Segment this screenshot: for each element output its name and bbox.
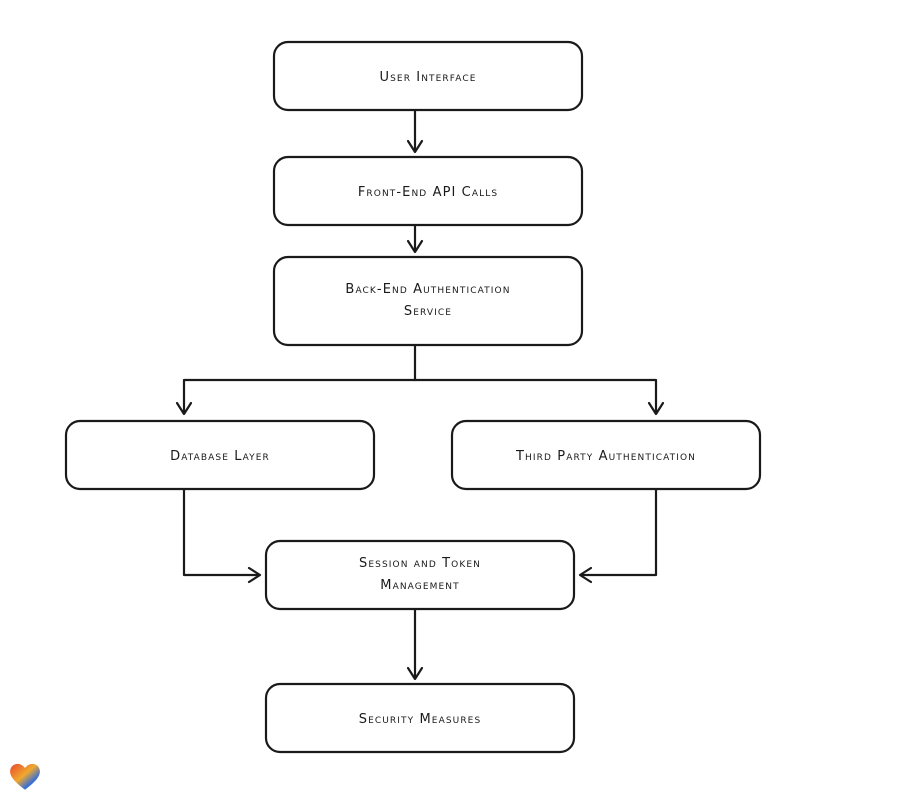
node-back-end-authentication-service[interactable] — [274, 257, 582, 345]
heart-icon — [8, 760, 42, 794]
node-session-and-token-management-box[interactable] — [266, 541, 574, 609]
edge-session-and-token-management-to-security-measures — [408, 609, 422, 679]
edge-back-end-authentication-service-to-database-layer — [177, 345, 415, 414]
node-front-end-api-calls-label: Front-End API Calls — [357, 185, 499, 200]
node-front-end-api-calls[interactable] — [274, 157, 582, 225]
node-user-interface[interactable] — [274, 42, 582, 110]
node-session-and-token-management[interactable] — [266, 541, 574, 609]
node-database-layer[interactable] — [66, 421, 374, 489]
node-third-party-authentication-label: Third Party Authentication — [515, 449, 697, 464]
node-security-measures[interactable] — [266, 684, 574, 752]
edge-database-layer-to-session-and-token-management — [184, 489, 260, 582]
edge-user-interface-to-front-end-api-calls — [408, 110, 422, 152]
node-third-party-authentication[interactable] — [452, 421, 760, 489]
edge-back-end-authentication-service-to-third-party-authentication — [415, 380, 663, 414]
node-back-end-authentication-service-label-line1: Back-End Authentication — [345, 282, 511, 297]
edge-front-end-api-calls-to-back-end-authentication-service — [408, 225, 422, 252]
node-session-and-token-management-label-line2: Management — [380, 578, 460, 593]
node-user-interface-label: User Interface — [379, 70, 477, 85]
node-back-end-authentication-service-label-line2: Service — [403, 304, 453, 319]
node-session-and-token-management-label-line1: Session and Token — [359, 556, 481, 571]
node-database-layer-label: Database Layer — [170, 449, 270, 464]
node-security-measures-label: Security Measures — [358, 712, 482, 727]
edge-third-party-authentication-to-session-and-token-management — [580, 489, 656, 582]
node-back-end-authentication-service-box[interactable] — [274, 257, 582, 345]
